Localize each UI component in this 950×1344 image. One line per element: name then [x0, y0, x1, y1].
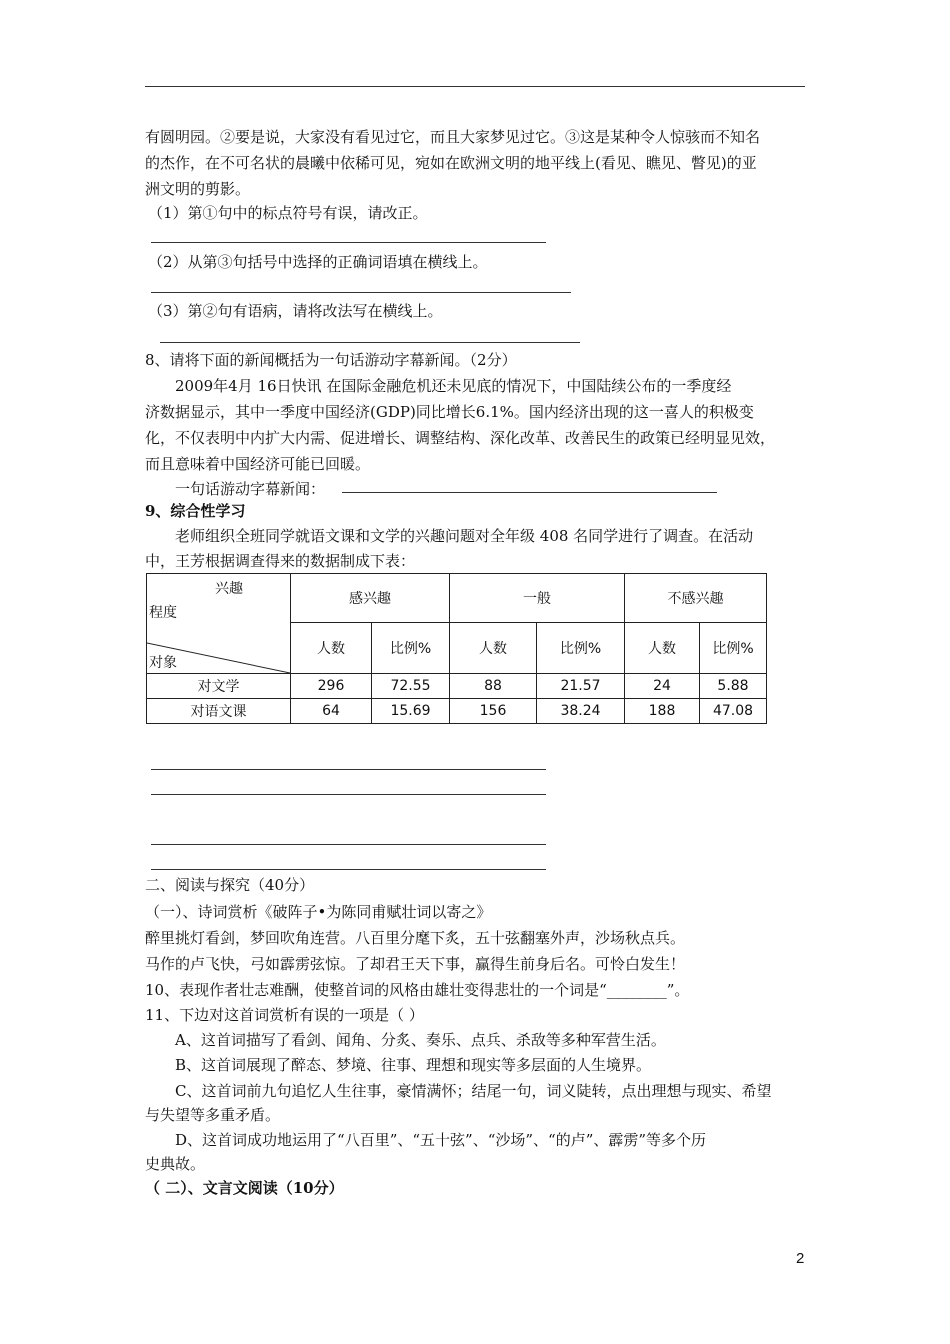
passage-line-3: 洲文明的剪影。: [145, 180, 251, 198]
table-row: [147, 699, 767, 724]
answer-line: [151, 769, 546, 770]
news-line-4: 而且意味着中国经济可能已回暖。: [145, 455, 371, 473]
answer-line: [160, 342, 580, 343]
news-answer-label: 一句话游动字幕新闻：: [175, 480, 326, 498]
table-cell: 88: [450, 674, 537, 699]
section-2-title: 二、阅读与探究（40分）: [145, 876, 315, 894]
option-d-line-1: D、这首词成功地运用了“八百里”、“五十弦”、“沙场”、“的卢”、霹雳”等多个历: [175, 1131, 707, 1149]
table-cell: 24: [625, 674, 700, 699]
poem-title: （一）、诗词赏析《破阵子•为陈同甫赋壮词以寄之》: [145, 903, 492, 921]
question-7-1: （1）第①句中的标点符号有误，请改正。: [148, 204, 428, 222]
corner-label-interest: 兴趣: [215, 581, 243, 597]
answer-line: [151, 844, 546, 845]
group-header: 一般: [450, 574, 625, 623]
option-c-line-2: 与失望等多重矛盾。: [145, 1106, 281, 1124]
table-cell: 72.55: [372, 674, 450, 699]
row-label: 对文学: [147, 674, 291, 699]
table-corner-header: [147, 574, 291, 674]
table-cell: 156: [450, 699, 537, 724]
question-11: 11、下边对这首词赏析有误的一项是（ ）: [145, 1006, 424, 1024]
sub-header: 人数: [450, 623, 537, 674]
option-a: A、这首词描写了看剑、闻角、分炙、奏乐、点兵、杀敌等多种军营生活。: [175, 1031, 666, 1049]
answer-line: [151, 242, 546, 243]
survey-table: [146, 573, 767, 724]
passage-line-2: 的杰作，在不可名状的晨曦中依稀可见，宛如在欧洲文明的地平线上(看见、瞧见、瞥见)的亚: [145, 154, 757, 172]
passage-line-1: 有圆明园。②要是说，大家没有看见过它，而且大家梦见过它。③这是某种令人惊骇而不知名: [145, 128, 761, 146]
news-line-1: 2009年4月 16日快讯 在国际金融危机还未见底的情况下，中国陆续公布的一季度经: [175, 377, 732, 395]
question-9-line-1: 老师组织全班同学就语文课和文学的兴趣问题对全年级 408 名同学进行了调查。在活动: [175, 527, 754, 545]
table-cell: 47.08: [700, 699, 767, 724]
table-cell: 15.69: [372, 699, 450, 724]
corner-label-object: 对象: [149, 655, 177, 671]
option-c-line-1: C、这首词前九句追忆人生往事，豪情满怀；结尾一句，词义陡转，点出理想与现实、希望: [175, 1082, 772, 1100]
header-rule: [145, 86, 805, 87]
news-line-2: 济数据显示，其中一季度中国经济(GDP)同比增长6.1%。国内经济出现的这一喜人的积极变: [145, 403, 754, 421]
answer-line: [151, 794, 546, 795]
table-cell: 38.24: [537, 699, 625, 724]
table-cell: 5.88: [700, 674, 767, 699]
poem-line-1: 醉里挑灯看剑，梦回吹角连营。八百里分麾下炙，五十弦翻塞外声，沙场秋点兵。: [145, 929, 686, 947]
group-header: 感兴趣: [291, 574, 450, 623]
question-7-3: （3）第②句有语病，请将改法写在横线上。: [148, 302, 443, 320]
question-7-2: （2）从第③句括号中选择的正确词语填在横线上。: [148, 253, 488, 271]
question-9-title: 9、综合性学习: [145, 502, 246, 520]
table-cell: 21.57: [537, 674, 625, 699]
table-cell: 296: [291, 674, 372, 699]
corner-label-degree: 程度: [149, 605, 177, 621]
sub-header: 比例%: [372, 623, 450, 674]
sub-header: 人数: [625, 623, 700, 674]
sub-header: 比例%: [700, 623, 767, 674]
sub-header: 比例%: [537, 623, 625, 674]
poem-line-2: 马作的卢飞快，弓如霹雳弦惊。了却君王天下事，赢得生前身后名。可怜白发生！: [145, 955, 686, 973]
option-b: B、这首词展现了醉态、梦境、往事、理想和现实等多层面的人生境界。: [175, 1056, 652, 1074]
row-label: 对语文课: [147, 699, 291, 724]
table-cell: 64: [291, 699, 372, 724]
classical-chinese-section-title: （ 二）、文言文阅读（10分）: [145, 1179, 344, 1197]
news-line-3: 化，不仅表明中内扩大内需、促进增长、调整结构、深化改革、改善民生的政策已经明显见效，: [145, 429, 776, 447]
answer-line: [151, 292, 571, 293]
group-header: 不感兴趣: [625, 574, 767, 623]
question-8-title: 8、请将下面的新闻概括为一句话游动字幕新闻。（2分）: [145, 351, 517, 369]
question-9-line-2: 中，王芳根据调查得来的数据制成下表：: [145, 552, 416, 570]
answer-line: [151, 869, 546, 870]
page-number: 2: [796, 1250, 805, 1267]
answer-line: [342, 492, 717, 493]
option-d-line-2: 史典故。: [145, 1155, 206, 1173]
table-cell: 188: [625, 699, 700, 724]
question-10: 10、表现作者壮志难酬，使整首词的风格由雄壮变得悲壮的一个词是“________”。: [145, 981, 690, 999]
sub-header: 人数: [291, 623, 372, 674]
table-row: [147, 674, 767, 699]
